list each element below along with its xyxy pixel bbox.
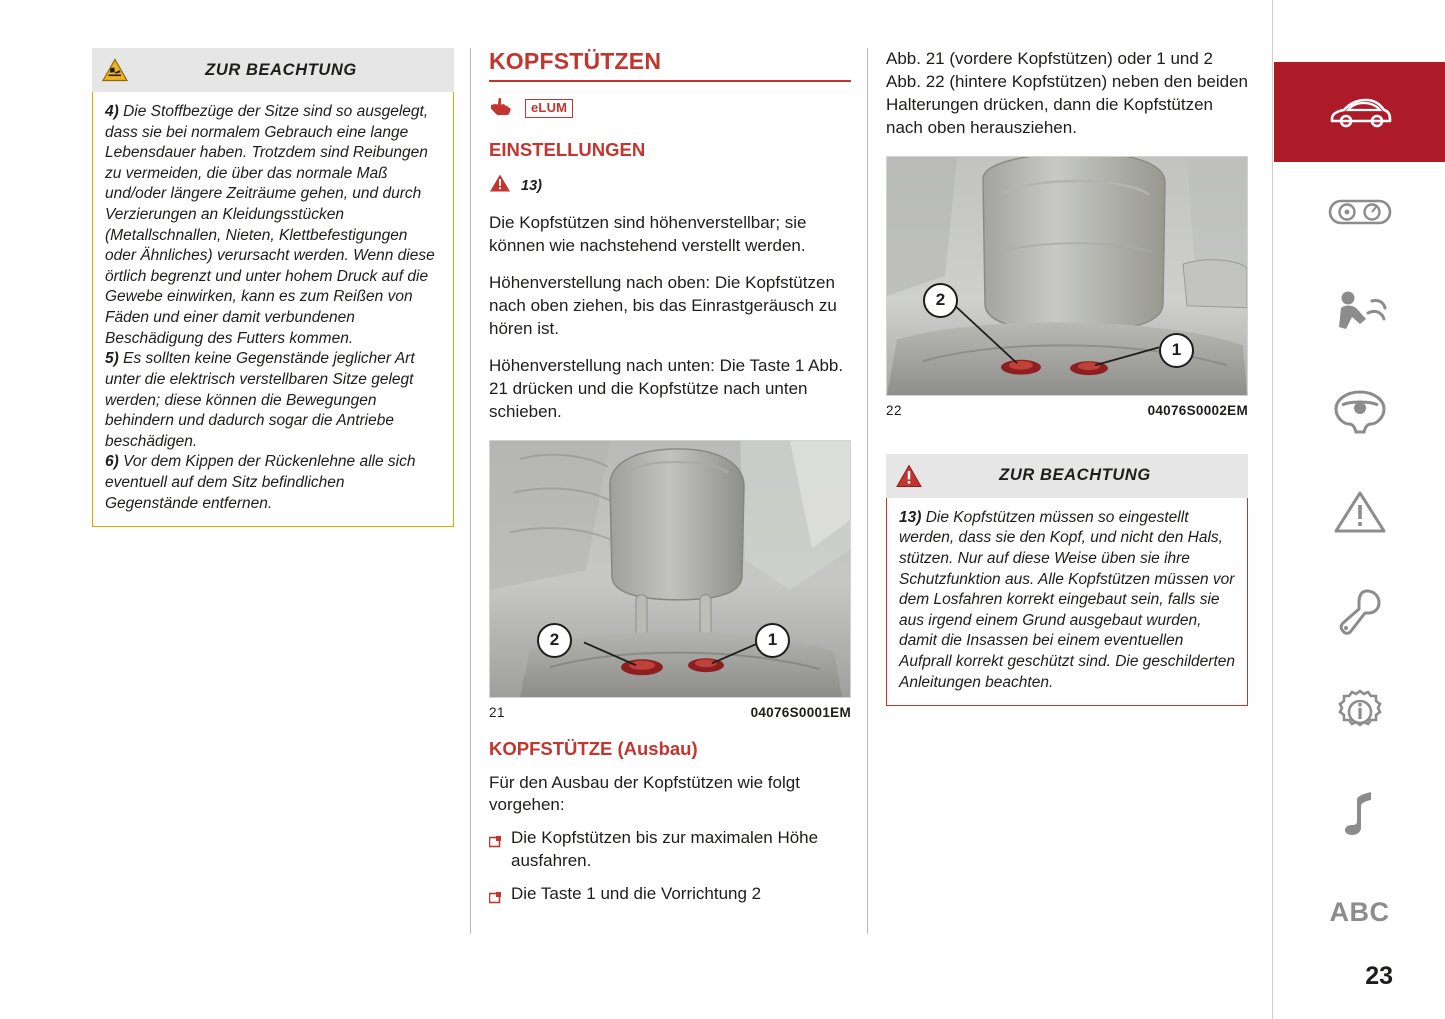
paragraph: Höhenverstellung nach oben: Die Kopfstützen nach oben ziehen, bis das Einrastgeräusch zu hören ist. <box>489 272 837 338</box>
elum-badge: eLUM <box>525 99 573 118</box>
instrument-cluster-icon <box>1327 195 1393 229</box>
column-three <box>886 48 1248 706</box>
note-number: 6) <box>105 453 119 471</box>
warning-triangle-icon <box>1333 488 1387 536</box>
sidebar-item-technical-info[interactable] <box>1273 662 1445 762</box>
red-triangle-warning-icon <box>886 464 932 488</box>
warning-header-red <box>886 454 1248 498</box>
note-text: Es sollten keine Gegenstände jeglicher Art unter die elektrisch verstellbaren Sitze gelegt werden; diese können die Bewegungen behindern und dadurch sogar die Antriebe beschädigen. <box>105 350 415 450</box>
sidebar-item-safety[interactable] <box>1273 262 1445 362</box>
list-item <box>489 827 851 873</box>
figure-22-caption <box>886 403 1248 418</box>
note-number: 5) <box>105 350 119 368</box>
figure-22-callout-2: 2 <box>923 283 958 318</box>
hand-pointer-icon <box>489 96 513 121</box>
figure-21-callout-1: 1 <box>755 623 790 658</box>
note-reference-number: 13) <box>521 177 542 194</box>
figure-21-number: 21 <box>489 704 506 720</box>
figure-21-callout-2: 2 <box>537 623 572 658</box>
red-warning-icon <box>489 173 511 198</box>
note-number: 4) <box>105 103 119 120</box>
list-item-text: Die Kopfstützen bis zur maximalen Höhe ausfahren. <box>511 828 819 871</box>
elum-row <box>489 96 851 121</box>
wrench-icon <box>1337 587 1383 637</box>
list-item <box>489 883 851 911</box>
airbag-seatbelt-icon <box>1332 289 1388 335</box>
square-bullet-icon <box>489 832 502 873</box>
warning-header-yellow <box>92 48 454 92</box>
paragraph: Abb. 21 (vordere Kopfstützen) oder 1 und 2 Abb. 22 (hintere Kopfstützen) neben den beiden Halterungen drücken, dann die Kopfstützen nach oben herausziehen. <box>886 49 1248 137</box>
column-divider-2 <box>867 48 868 934</box>
note-reference <box>489 173 851 198</box>
warning-body-red <box>886 498 1248 706</box>
square-bullet-icon <box>489 888 502 911</box>
figure-21-code: 04076S0001EM <box>750 704 851 720</box>
figure-21-caption <box>489 705 851 720</box>
figure-21 <box>489 440 851 720</box>
sidebar-item-driving[interactable] <box>1273 362 1445 462</box>
sidebar-item-maintenance[interactable] <box>1273 562 1445 662</box>
warning-title: ZUR BEACHTUNG <box>205 60 357 79</box>
figure-22-code: 04076S0002EM <box>1147 402 1248 418</box>
note-text: Die Stoffbezüge der Sitze sind so ausgelegt, dass sie bei normalem Gebrauch eine lange Lebensdauer haben. Trotzdem sind Reibungen zu vermeiden, die über das normale Maß und/oder längere Zeiträume gehen, und durch Verzierungen an Kleidungsstücken (Metallschnallen, Nieten, Klettbefestigungen oder Ähnliches) verursacht werden. Wenn diese örtlich begrenzt und unter hohem Druck auf die Gewebe einwirken, kann es zum Reißen von Fäden und einer damit verbundenen Beschädigung des Futters kommen. <box>105 103 435 347</box>
music-note-icon <box>1341 788 1379 836</box>
warning-title: ZUR BEACHTUNG <box>999 466 1151 485</box>
note-text: Die Kopfstützen müssen so eingestellt werden, dass sie den Kopf, und nicht den Hals, stützen. Nur auf diese Weise üben sie ihre Schutzfunktion aus. Alle Kopfstützen müssen vor dem Losfahren korrekt eingebaut sein, falls sie aus irgend einem Grund ausgebaut wurden, damit die Insassen bei einem eventuellen Aufprall korrekt geschützt sind. Die geschilderten Anleitungen beachten. <box>899 508 1235 691</box>
column-one <box>92 48 454 527</box>
column-two <box>489 48 851 911</box>
list-item-text: Die Taste 1 und die Vorrichtung 2 <box>511 884 762 904</box>
note-number: 13) <box>899 508 922 526</box>
sidebar-item-multimedia[interactable] <box>1273 762 1445 862</box>
column-divider-1 <box>470 48 471 934</box>
warning-body-yellow <box>92 92 454 527</box>
sidebar-item-car[interactable] <box>1273 62 1445 162</box>
subsection-removal-title: KOPFSTÜTZE (Ausbau) <box>489 737 698 759</box>
figure-22-callout-1: 1 <box>1159 333 1194 368</box>
section-title: KOPFSTÜTZEN <box>489 48 662 74</box>
chapter-icon-rail <box>1272 0 1445 1019</box>
rail-spacer <box>1273 0 1445 62</box>
figure-22-number: 22 <box>886 402 903 418</box>
sidebar-item-index[interactable] <box>1273 862 1445 962</box>
yellow-triangle-seat-warning-icon <box>92 58 138 82</box>
title-rule <box>489 80 851 82</box>
figure-22-image <box>886 156 1248 396</box>
paragraph: Für den Ausbau der Kopfstützen wie folgt vorgehen: <box>489 772 800 815</box>
steering-wheel-icon <box>1333 388 1387 436</box>
subsection-settings-title: EINSTELLUNGEN <box>489 139 646 160</box>
figure-22 <box>886 156 1248 418</box>
car-icon <box>1328 95 1392 129</box>
figure-21-image <box>489 440 851 698</box>
sidebar-item-emergency[interactable] <box>1273 462 1445 562</box>
info-gear-icon <box>1335 687 1385 737</box>
note-text: Vor dem Kippen der Rückenlehne alle sich eventuell auf dem Sitz befindlichen Gegenstände entfernen. <box>105 453 416 512</box>
paragraph: Die Kopfstützen sind höhenverstellbar; sie können wie nachstehend verstellt werden. <box>489 213 807 255</box>
sidebar-item-instrument-cluster[interactable] <box>1273 162 1445 262</box>
paragraph: Höhenverstellung nach unten: Die Taste 1 Abb. 21 drücken und die Kopfstütze nach unten schieben. <box>489 355 844 421</box>
page-number: 23 <box>1365 962 1393 990</box>
abc-index-icon: ABC <box>1329 896 1390 927</box>
